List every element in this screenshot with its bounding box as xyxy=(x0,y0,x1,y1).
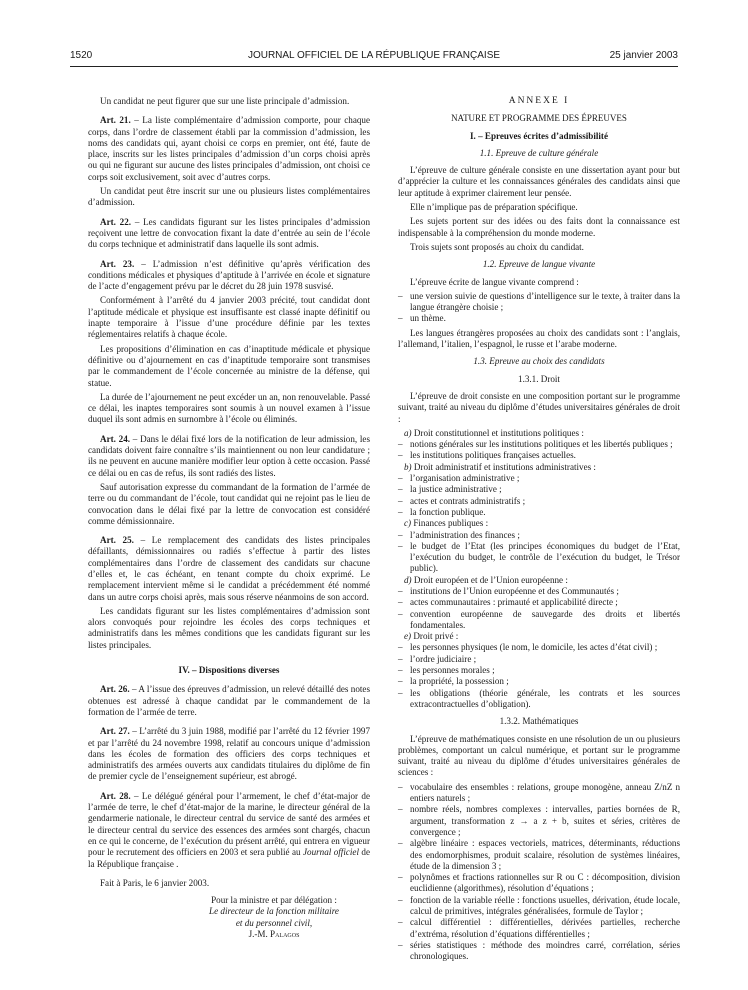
article-label: Art. 24. xyxy=(100,433,131,444)
article-26 xyxy=(88,684,370,718)
right-column xyxy=(398,96,680,962)
list-item: – nombre réels, nombres complexes : intervalles, parties bornées de R, argument, transformation z → a z + b, suites et séries, critères de convergence ; xyxy=(398,804,680,837)
paragraph: La durée de l’ajournement ne peut excéder un an, non renouvelable. Passé ce délai, les inaptes temporaires sont soumis à un nouvel examen à l’issue duquel ils sont admis en surnombre à l’école ou éliminés. xyxy=(88,391,370,425)
paragraph: L’épreuve de droit consiste en une composition portant sur le programme suivant, traité au niveau du diplôme d’études universitaires générales de droit : xyxy=(398,390,680,424)
article-label: Art. 21. xyxy=(100,115,131,126)
article-22 xyxy=(88,217,370,251)
article-label: Art. 22. xyxy=(100,216,132,227)
article-text: – Le remplacement des candidats des listes principales défaillants, démissionnaires ou radiés s’effectue à partir des listes complémentaires dans l’ordre de classement des candidats sur chacune d’elles et, le cas échéant, en tenant compte du choix exprimé. Le remplacement intervient même si le candidat a précédemment été nommé dans un autre corps choisi après, mais sous réserve néanmoins de son accord. xyxy=(88,535,370,602)
article-21 xyxy=(88,115,370,183)
section-heading-text: IV. – Dispositions diverses xyxy=(178,665,280,676)
signature-line xyxy=(178,906,370,917)
article-text: – L’arrêté du 3 juin 1988, modifié par l’arrêté du 12 février 1997 et par l’arrêté du 24 novembre 1998, relatif au concours unique d’admission dans les écoles de formation des officiers des corps techniques et administratifs des armées ouverts aux candidats titulaires du diplôme de fin de premier cycle de l’enseignement supérieur, est abrogé. xyxy=(88,726,371,782)
law-topic: a) Droit constitutionnel et institutions politiques : xyxy=(404,427,584,438)
signature-line: Pour la ministre et par délégation : xyxy=(211,895,337,906)
subsection-heading: 1.2. Epreuve de langue vivante xyxy=(482,259,596,270)
subsection-heading: 1.3.2. Mathématiques xyxy=(499,716,579,727)
signature-title: Le directeur de la fonction militaire xyxy=(209,906,339,917)
signature-block xyxy=(178,895,370,940)
list-item: – les personnes physiques (le nom, le domicile, les actes d’état civil) ; xyxy=(398,642,658,653)
paragraph: Sauf autorisation expresse du commandant de la formation de l’armée de terre ou du commandant de l’école, tout candidat qui ne rejoint pas le lieu de convocation dans le délai fixé par la lettre de convocation est considéré comme démissionnaire. xyxy=(88,481,370,526)
article-text: – La liste complémentaire d’admission comporte, pour chaque corps, dans l’ordre de classement établi par la commission d’admission, les noms des candidats qui, ayant choisi ce corps en premier, ont été, faute de place, inscrits sur les listes principales d’admission d’un corps choisi après ou qui ne figurant sur aucune des listes principales d’admission, ont choisi ce corps soit exclusivement, soit avec d’autres corps. xyxy=(88,115,371,182)
page-header xyxy=(70,50,678,66)
law-topic: c) Finances publiques : xyxy=(404,518,489,529)
paragraph: Les propositions d’élimination en cas d’inaptitude médicale et physique définitive ou d’ajournement en cas d’inaptitude temporaire sont transmises par le commandement de l’école concernée au ministre de la défense, qui statue. xyxy=(88,343,370,388)
subsection-heading: 1.1. Epreuve de culture générale xyxy=(479,147,599,158)
article-label: Art. 28. xyxy=(100,790,131,801)
list-item: – actes communautaires : primauté et applicabilité directe ; xyxy=(398,597,618,608)
list-item: – polynômes et fractions rationnelles sur R ou C : décomposition, division euclidienne (algorithmes), résolution d’équations ; xyxy=(398,872,680,894)
signature-date: Fait à Paris, le 6 janvier 2003. xyxy=(100,877,210,888)
signature-line xyxy=(178,918,370,929)
header-rule xyxy=(70,66,678,67)
subsection-heading: 1.3. Epreuve au choix des candidats xyxy=(473,356,605,367)
annex-subtitle: NATURE ET PROGRAMME DES ÉPREUVES xyxy=(451,113,627,124)
signatory-name: J.-M. Palagos xyxy=(248,929,300,939)
left-column xyxy=(88,96,370,940)
paragraph: Les langues étrangères proposées au choix des candidats sont : l’anglais, l’allemand, l’italien, l’espagnol, le russe et l’arabe moderne. xyxy=(398,327,680,350)
list-item: – la justice administrative ; xyxy=(398,484,502,495)
article-25 xyxy=(88,535,370,603)
article-27 xyxy=(88,726,370,782)
list-item: – fonction de la variable réelle : fonctions usuelles, dérivation, étude locale, calcul de primitives, intégrales généralisées, formule de Taylor ; xyxy=(398,894,680,916)
article-label: Art. 25. xyxy=(100,535,134,546)
journal-title: JOURNAL OFFICIEL DE LA RÉPUBLIQUE FRANÇAISE xyxy=(247,50,501,61)
law-topic: b) Droit administratif et institutions administratives : xyxy=(404,461,596,472)
list-item: – une version suivie de questions d’intelligence sur le texte, à traiter dans la langue étrangère choisie ; xyxy=(398,290,680,313)
law-topic: d) Droit européen et de l’Union européenne : xyxy=(404,574,568,585)
list-item: – le budget de l’Etat (les principes économiques du budget de l’Etat, l’exécution du budget, le contrôle de l’exécution du budget, le Trésor public). xyxy=(398,540,680,574)
list-item: – institutions de l’Union européenne et des Communautés ; xyxy=(398,585,619,596)
paragraph: Trois sujets sont proposés au choix du candidat. xyxy=(410,241,584,252)
paragraph: L’épreuve de culture générale consiste en une dissertation ayant pour but d’apprécier la culture et les connaissances générales des candidats ainsi que leur aptitude à exprimer clairement leur pensée. xyxy=(398,165,680,198)
paragraph: L’épreuve de mathématiques consiste en une résolution de un ou plusieurs problèmes, comportant un calcul numérique, et portant sur le programme suivant, traité au niveau du diplôme d’études universitaires générales de sciences : xyxy=(398,733,680,778)
article-text: – Le délégué général pour l’armement, le chef d’état-major de l’armée de terre, le chef d’état-major de la marine, le directeur général de la gendarmerie nationale, le directeur central du service de santé des armées et le directeur central du service des essences des armées sont chargés, chacun en ce qui le concerne, de l’exécution du présent arrêté, qui entrera en vigueur pour le recrutement des officiers en 2003 et sera publié au xyxy=(88,790,371,858)
list-item: – algèbre linéaire : espaces vectoriels, matrices, déterminants, réductions des endomorphismes, produit scalaire, résolution de systèmes linéaires, étude de la dimension 3 ; xyxy=(398,838,680,871)
list-item: – l’organisation administrative ; xyxy=(398,473,520,484)
section-heading xyxy=(88,665,370,676)
article-text: – Les candidats figurant sur les listes principales d’admission reçoivent une lettre de convocation fixant la date d’entrée au sein de l’école du corps technique et administratif dans laquelle ils sont admis. xyxy=(88,216,371,250)
paragraph: Elle n’implique pas de préparation spécifique. xyxy=(410,202,578,213)
paragraph: Conformément à l’arrêté du 4 janvier 2003 précité, tout candidat dont l’aptitude médicale et physique est insuffisante est classé inapte définitif ou inapte temporaire à l’issue d’une procédure définie par les textes réglementaires relatifs à chaque école. xyxy=(88,295,370,340)
paragraph: L’épreuve écrite de langue vivante comprend : xyxy=(410,276,579,287)
list-item: – vocabulaire des ensembles : relations, groupe monogène, anneau Z/nZ n entiers naturels ; xyxy=(398,781,680,804)
article-text: – Dans le délai fixé lors de la notification de leur admission, les candidats doivent faire connaître s’ils maintiennent ou non leur candidature ; ils ne peuvent en aucune manière modifier leur option à cette occasion. Passé ce délai ou en cas de refus, ils sont radiés des listes. xyxy=(88,433,371,478)
subsection-heading: 1.3.1. Droit xyxy=(518,373,560,384)
list-item: – la propriété, la possession ; xyxy=(398,676,509,687)
paragraph: Un candidat peut être inscrit sur une ou plusieurs listes complémentaires d’admission. xyxy=(88,186,370,208)
issue-date: 25 janvier 2003 xyxy=(609,50,678,61)
journal-reference: Journal officiel xyxy=(303,847,359,858)
article-28 xyxy=(88,791,370,870)
list-item: – les obligations (théorie générale, les contrats et les sources extracontractuelles d’obligation). xyxy=(398,687,680,709)
article-label: Art. 26. xyxy=(100,684,130,695)
list-item: – séries statistiques : méthode des moindres carré, corrélation, séries chronologiques. xyxy=(398,939,680,962)
article-label: Art. 27. xyxy=(100,726,130,737)
list-item: – la fonction publique. xyxy=(398,506,486,517)
article-text: – A l’issue des épreuves d’admission, un relevé détaillé des notes obtenues est adressé à chaque candidat par le commandement de la formation de l’armée de terre. xyxy=(88,684,370,717)
article-24 xyxy=(88,434,370,479)
page-number: 1520 xyxy=(70,50,93,61)
paragraph: Un candidat ne peut figurer que sur une liste principale d’admission. xyxy=(100,96,350,106)
paragraph: Les candidats figurant sur les listes complémentaires d’admission sont alors convoqués pour rejoindre les écoles des corps techniques et administratifs dans les mêmes conditions que les candidats figurant sur les listes principales. xyxy=(88,605,370,650)
list-item: – l’ordre judiciaire ; xyxy=(398,653,477,664)
list-item: – les personnes morales ; xyxy=(398,665,495,676)
list-item: – convention européenne de sauvegarde des droits et libertés fondamentales. xyxy=(398,608,680,630)
list-item: – notions générales sur les institutions politiques et les libertés publiques ; xyxy=(398,439,673,450)
section-heading: I. – Epreuves écrites d’admissibilité xyxy=(469,130,608,141)
article-23 xyxy=(88,259,370,293)
signature-title: et du personnel civil, xyxy=(235,917,313,928)
list-item: – un thème. xyxy=(398,313,446,324)
annex-title: ANNEXE I xyxy=(508,96,570,106)
paragraph: Les sujets portent sur des idées ou des faits dont la connaissance est indispensable à la compréhension du monde moderne. xyxy=(398,216,680,238)
law-topic: e) Droit privé : xyxy=(404,631,459,642)
list-item: – les institutions politiques françaises actuelles. xyxy=(398,450,576,461)
list-item: – actes et contrats administratifs ; xyxy=(398,495,526,506)
list-item: – l’administration des finances ; xyxy=(398,529,520,540)
article-text: – L’admission n’est définitive qu’après vérification des conditions médicales et physiques d’aptitude à l’arrivée en école et signature de l’acte d’engagement prévu par le décret du 28 juin 1978 susvisé. xyxy=(88,258,370,292)
list-item: – calcul différentiel : différentielles, dérivées partielles, recherche d’extréma, résolution d’équations différentielles ; xyxy=(398,917,680,939)
article-label: Art. 23. xyxy=(100,258,135,269)
article-text-end: de la République française . xyxy=(88,847,371,869)
